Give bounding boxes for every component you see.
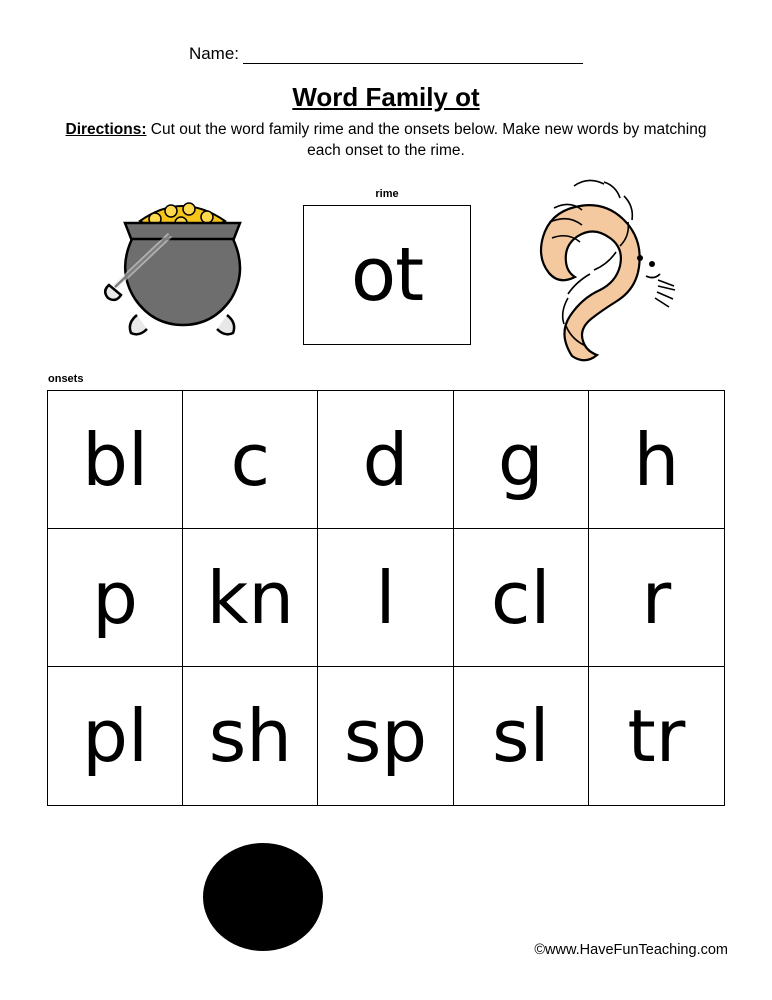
directions-label: Directions:: [65, 121, 147, 138]
black-circle-shape: [203, 843, 323, 951]
rime-label: rime: [375, 188, 399, 200]
onset-cell[interactable]: c: [183, 391, 318, 529]
page-title: Word Family ot: [292, 82, 480, 112]
rime-box-wrapper: [303, 188, 471, 360]
name-label: Name:: [188, 44, 240, 63]
onsets-grid: [47, 390, 725, 806]
directions: [56, 119, 716, 161]
onset-cell[interactable]: cl: [454, 529, 589, 667]
name-row: [0, 44, 772, 64]
onset-cell[interactable]: tr: [627, 694, 686, 778]
onsets-label: onsets: [48, 373, 84, 385]
onset-cell[interactable]: sh: [183, 667, 318, 805]
name-input-blank[interactable]: [243, 48, 583, 64]
onset-cell[interactable]: pl: [48, 667, 183, 805]
directions-text: Cut out the word family rime and the onsets below. Make new words by matching each onset to the rime.: [146, 121, 707, 159]
onset-cell[interactable]: kn: [183, 529, 318, 667]
onset-cell[interactable]: d: [318, 391, 453, 529]
onset-cell[interactable]: r: [589, 529, 724, 667]
illustration-row: [0, 165, 772, 380]
onset-cell[interactable]: sl: [454, 667, 589, 805]
onset-cell[interactable]: h: [589, 391, 724, 529]
onset-cell[interactable]: p: [48, 529, 183, 667]
footer-credit: ©www.HaveFunTeaching.com: [534, 942, 728, 958]
pot-of-gold-icon: [95, 175, 270, 350]
worm-icon: [512, 160, 712, 380]
onset-cell[interactable]: l: [318, 529, 453, 667]
rime-text: ot: [350, 232, 424, 318]
onset-cell[interactable]: bl: [48, 391, 183, 529]
onset-cell[interactable]: g: [454, 391, 589, 529]
onset-cell[interactable]: sp: [318, 667, 453, 805]
rime-card[interactable]: [303, 205, 471, 345]
